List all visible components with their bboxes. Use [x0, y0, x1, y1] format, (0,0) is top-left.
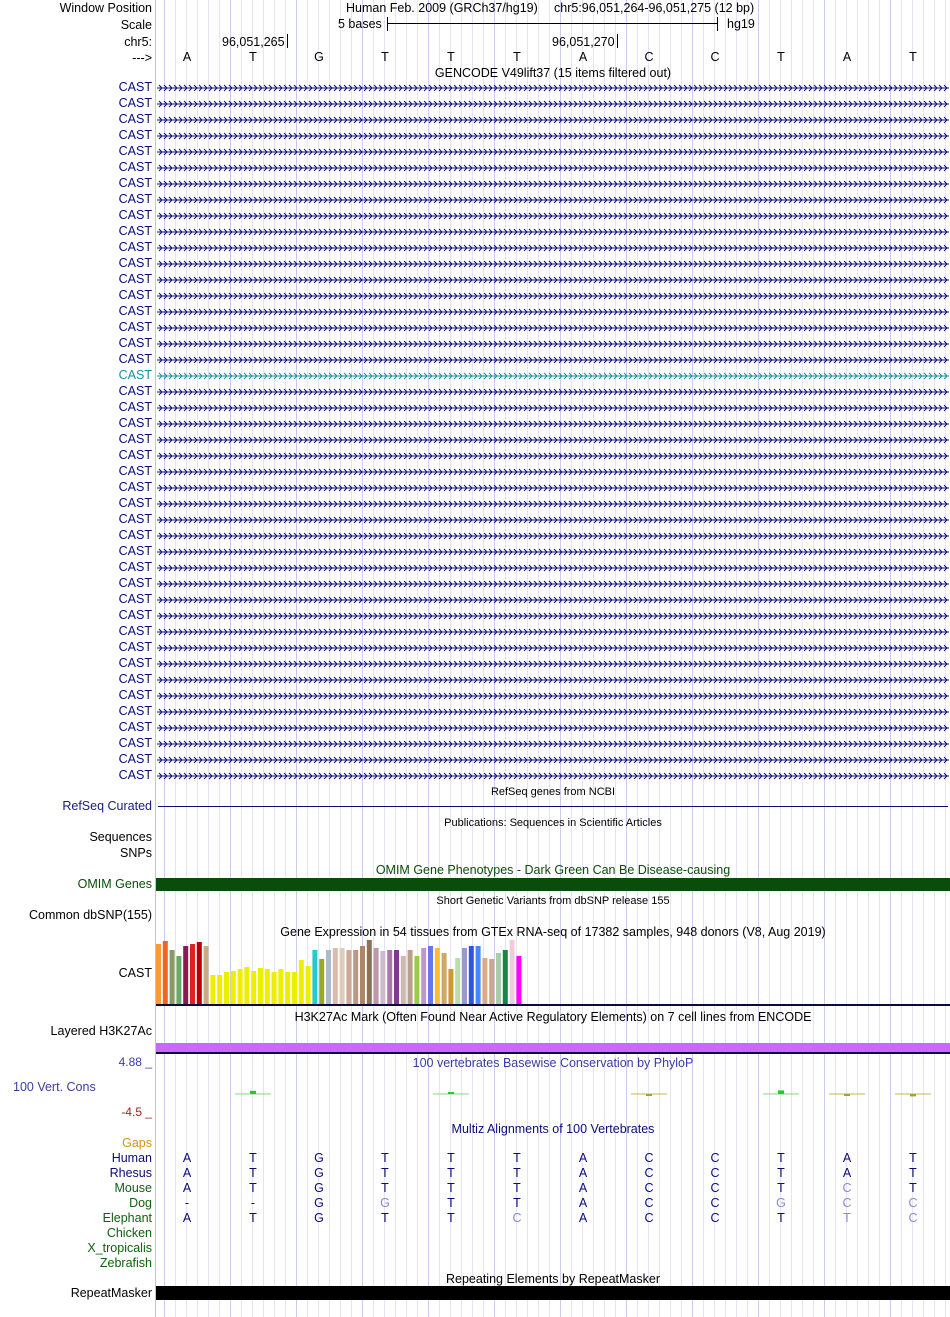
phylop-value-mark[interactable]	[778, 1090, 784, 1094]
gencode-item-label[interactable]: CAST	[118, 416, 152, 430]
gtex-track-title: Gene Expression in 54 tissues from GTEx RNA-seq of 17382 samples, 948 donors (V8, Aug 2019)	[280, 925, 826, 939]
gtex-tissue-bar[interactable]	[387, 950, 392, 1004]
tick-label-2: 96,051,270	[552, 35, 615, 49]
gencode-item-label[interactable]: CAST	[118, 512, 152, 526]
multiz-species-label[interactable]: Elephant	[102, 1211, 152, 1225]
gtex-tissue-bar[interactable]	[442, 953, 447, 1004]
gencode-item-label[interactable]: CAST	[118, 400, 152, 414]
multiz-base: G	[314, 1211, 324, 1225]
gtex-tissue-bar[interactable]	[156, 944, 161, 1004]
multiz-base: C	[842, 1196, 852, 1210]
base-letter: T	[381, 50, 389, 64]
gtex-tissue-bar[interactable]	[244, 967, 249, 1004]
gtex-tissue-bar[interactable]	[367, 940, 372, 1004]
gtex-tissue-bar[interactable]	[163, 941, 168, 1004]
repeatmasker-track-title: Repeating Elements by RepeatMasker	[445, 1272, 660, 1286]
refseq-feature-line[interactable]	[158, 806, 948, 807]
scale-text: 5 bases	[338, 17, 382, 31]
assembly-title: Human Feb. 2009 (GRCh37/hg19)	[346, 1, 538, 15]
scale-label: Scale	[120, 18, 152, 32]
multiz-base: A	[842, 1151, 852, 1165]
gencode-item-label[interactable]: CAST	[118, 656, 152, 670]
gencode-item-feature[interactable]	[157, 435, 949, 445]
gencode-item-feature[interactable]	[157, 131, 949, 141]
phylop-track-label[interactable]: 100 Vert. Cons	[13, 1080, 96, 1094]
gencode-item-label[interactable]: CAST	[118, 112, 152, 126]
gencode-item-label[interactable]: CAST	[118, 224, 152, 238]
gencode-item-label[interactable]: CAST	[118, 704, 152, 718]
multiz-base: T	[909, 1181, 917, 1195]
multiz-base: C	[512, 1211, 522, 1225]
gencode-item-feature[interactable]	[157, 83, 949, 93]
chrom-label: chr5:	[124, 35, 152, 49]
gencode-item-label[interactable]: CAST	[118, 672, 152, 686]
gencode-item-feature[interactable]	[157, 323, 949, 333]
gtex-tissue-bar[interactable]	[197, 942, 202, 1004]
multiz-base: A	[182, 1211, 192, 1225]
gtex-track-label[interactable]: CAST	[118, 966, 152, 980]
gencode-item-label[interactable]: CAST	[118, 96, 152, 110]
gencode-item-feature[interactable]	[157, 275, 949, 285]
gencode-item-feature[interactable]	[157, 355, 949, 365]
multiz-base: A	[182, 1181, 192, 1195]
gtex-tissue-bar[interactable]	[503, 950, 508, 1004]
multiz-base: C	[644, 1211, 654, 1225]
gtex-tissue-bar[interactable]	[326, 950, 331, 1004]
multiz-base: T	[777, 1181, 785, 1195]
multiz-species-label[interactable]: Human	[111, 1151, 152, 1165]
gencode-item-feature[interactable]	[157, 675, 949, 685]
gencode-item-feature[interactable]	[157, 627, 949, 637]
gencode-item-label[interactable]: CAST	[118, 768, 152, 782]
gencode-item-label[interactable]: CAST	[118, 448, 152, 462]
snps-track-label[interactable]: SNPs	[120, 846, 152, 860]
base-letter: A	[842, 50, 852, 64]
multiz-base: T	[447, 1211, 455, 1225]
gtex-tissue-bar[interactable]	[292, 972, 297, 1004]
repeatmasker-track-label[interactable]: RepeatMasker	[70, 1286, 152, 1300]
gtex-tissue-bar[interactable]	[176, 956, 181, 1004]
gtex-tissue-bar[interactable]	[278, 969, 283, 1004]
gencode-item-feature[interactable]	[157, 403, 949, 413]
multiz-base: T	[249, 1166, 257, 1180]
gencode-item-label[interactable]: CAST	[118, 752, 152, 766]
multiz-base: C	[710, 1211, 720, 1225]
multiz-track-title: Multiz Alignments of 100 Vertebrates	[451, 1122, 655, 1136]
gencode-item-label[interactable]: CAST	[118, 256, 152, 270]
gencode-item-label[interactable]: CAST	[118, 528, 152, 542]
dbsnp-track-title: Short Genetic Variants from dbSNP release 155	[436, 895, 670, 907]
multiz-base: T	[777, 1166, 785, 1180]
multiz-base: T	[381, 1181, 389, 1195]
gtex-tissue-bar[interactable]	[510, 940, 515, 1004]
scale-bar-left-tick	[387, 17, 388, 31]
gtex-tissue-bar[interactable]	[306, 966, 311, 1004]
gtex-tissue-bar[interactable]	[210, 975, 215, 1004]
multiz-base: C	[644, 1181, 654, 1195]
gtex-tissue-bar[interactable]	[380, 951, 385, 1004]
gencode-item-feature[interactable]	[157, 611, 949, 621]
gtex-tissue-bar[interactable]	[340, 948, 345, 1004]
multiz-base: T	[447, 1196, 455, 1210]
base-letter: T	[513, 50, 521, 64]
gtex-tissue-bar[interactable]	[170, 950, 175, 1004]
phylop-value-mark[interactable]	[448, 1092, 454, 1094]
multiz-base: A	[182, 1151, 192, 1165]
gtex-tissue-bar[interactable]	[231, 971, 236, 1004]
gtex-tissue-bar[interactable]	[251, 971, 256, 1004]
gtex-tissue-bar[interactable]	[272, 972, 277, 1004]
base-letter: A	[578, 50, 588, 64]
gencode-item-label[interactable]: CAST	[118, 576, 152, 590]
h3k27ac-track-title: H3K27Ac Mark (Often Found Near Active Regulatory Elements) on 7 cell lines from ENCODE	[294, 1010, 812, 1024]
gencode-item-label[interactable]: CAST	[118, 736, 152, 750]
h3k27ac-signal-bar[interactable]	[156, 1043, 950, 1052]
gencode-item-feature[interactable]	[157, 483, 949, 493]
gencode-item-feature[interactable]	[157, 99, 949, 109]
multiz-base: C	[908, 1196, 918, 1210]
h3k27ac-track-label[interactable]: Layered H3K27Ac	[50, 1024, 152, 1038]
refseq-track-title: RefSeq genes from NCBI	[490, 786, 616, 798]
multiz-base: A	[578, 1211, 588, 1225]
gtex-tissue-bar[interactable]	[462, 948, 467, 1004]
multiz-base: T	[447, 1151, 455, 1165]
window-position-label: Window Position	[59, 1, 152, 15]
position-readout: chr5:96,051,264-96,051,275 (12 bp)	[554, 1, 755, 15]
gtex-tissue-bar[interactable]	[299, 960, 304, 1004]
base-letter: C	[644, 50, 654, 64]
scale-bar	[387, 23, 717, 24]
gencode-item-label[interactable]: CAST	[118, 192, 152, 206]
gencode-item-feature[interactable]	[157, 227, 949, 237]
gencode-item-feature[interactable]	[157, 291, 949, 301]
gtex-tissue-bar[interactable]	[496, 953, 501, 1004]
gtex-tissue-bar[interactable]	[360, 946, 365, 1004]
gtex-tissue-bar[interactable]	[408, 950, 413, 1004]
multiz-base: A	[842, 1166, 852, 1180]
gtex-tissue-bar[interactable]	[258, 968, 263, 1004]
gtex-tissue-bar[interactable]	[394, 950, 399, 1004]
multiz-base: A	[578, 1166, 588, 1180]
gencode-item-label[interactable]: CAST	[118, 80, 152, 94]
gencode-item-feature[interactable]	[157, 659, 949, 669]
gtex-tissue-bar[interactable]	[346, 950, 351, 1004]
multiz-species-label[interactable]: X_tropicalis	[87, 1241, 152, 1255]
multiz-base: T	[381, 1211, 389, 1225]
gencode-item-label[interactable]: CAST	[118, 624, 152, 638]
gtex-tissue-bar[interactable]	[183, 946, 188, 1004]
base-letter: A	[182, 50, 192, 64]
multiz-base: T	[843, 1211, 851, 1225]
multiz-base: T	[447, 1166, 455, 1180]
phylop-value-mark[interactable]	[646, 1094, 652, 1096]
gencode-item-label[interactable]: CAST	[118, 368, 152, 382]
gtex-tissue-bar[interactable]	[190, 944, 195, 1004]
gtex-tissue-bar[interactable]	[476, 946, 481, 1004]
phylop-signal[interactable]	[156, 1060, 950, 1116]
multiz-base: T	[381, 1151, 389, 1165]
multiz-base: G	[314, 1196, 324, 1210]
dbsnp-track-label[interactable]: Common dbSNP(155)	[29, 908, 152, 922]
gtex-tissue-bar[interactable]	[238, 969, 243, 1004]
gencode-item-label[interactable]: CAST	[118, 464, 152, 478]
gencode-item-label[interactable]: CAST	[118, 544, 152, 558]
gencode-item-label[interactable]: CAST	[118, 288, 152, 302]
gencode-item-feature[interactable]	[157, 147, 949, 157]
gencode-item-feature[interactable]	[157, 707, 949, 717]
multiz-base: C	[842, 1181, 852, 1195]
base-letter: G	[314, 50, 324, 64]
gencode-item-feature[interactable]	[157, 739, 949, 749]
phylop-min-label: -4.5 _	[121, 1105, 152, 1119]
multiz-base: A	[182, 1166, 192, 1180]
gencode-item-feature[interactable]	[157, 419, 949, 429]
multiz-gaps-label: Gaps	[122, 1136, 152, 1150]
multiz-base: T	[777, 1211, 785, 1225]
gtex-baseline	[156, 1004, 950, 1006]
multiz-base: -	[250, 1196, 256, 1210]
omim-track-title: OMIM Gene Phenotypes - Dark Green Can Be Disease-causing	[375, 863, 731, 877]
gtex-tissue-bar[interactable]	[435, 948, 440, 1004]
gencode-item-feature[interactable]	[157, 547, 949, 557]
tick-mark-2	[617, 34, 618, 48]
gencode-item-feature[interactable]	[157, 451, 949, 461]
gencode-item-feature[interactable]	[157, 371, 949, 381]
gencode-item-label[interactable]: CAST	[118, 432, 152, 446]
gencode-item-label[interactable]: CAST	[118, 608, 152, 622]
multiz-base: T	[513, 1196, 521, 1210]
multiz-base: T	[249, 1181, 257, 1195]
phylop-value-mark[interactable]	[910, 1094, 916, 1096]
data-area-border	[155, 0, 156, 1317]
base-letter: T	[909, 50, 917, 64]
phylop-max-label: 4.88 _	[118, 1055, 152, 1069]
gencode-item-label[interactable]: CAST	[118, 320, 152, 334]
omim-track-label[interactable]: OMIM Genes	[77, 877, 152, 891]
gtex-tissue-bar[interactable]	[353, 950, 358, 1004]
gencode-item-label[interactable]: CAST	[118, 304, 152, 318]
gtex-tissue-bar[interactable]	[333, 948, 338, 1004]
omim-feature-bar[interactable]	[156, 878, 950, 891]
gencode-item-feature[interactable]	[157, 243, 949, 253]
gtex-tissue-bar[interactable]	[469, 946, 474, 1004]
base-letter: C	[710, 50, 720, 64]
multiz-base: C	[908, 1211, 918, 1225]
gtex-tissue-bar[interactable]	[482, 958, 487, 1004]
multiz-base: T	[909, 1151, 917, 1165]
multiz-base: T	[513, 1181, 521, 1195]
phylop-track-title: 100 vertebrates Basewise Conservation by PhyloP	[412, 1056, 694, 1070]
gtex-tissue-bar[interactable]	[401, 956, 406, 1004]
gencode-item-label[interactable]: CAST	[118, 480, 152, 494]
multiz-base: G	[314, 1151, 324, 1165]
scale-bar-right-tick	[717, 17, 718, 31]
multiz-base: C	[710, 1166, 720, 1180]
multiz-base: T	[381, 1166, 389, 1180]
gtex-tissue-bar[interactable]	[455, 958, 460, 1004]
multiz-base: G	[314, 1181, 324, 1195]
gencode-item-feature[interactable]	[157, 595, 949, 605]
multiz-species-label[interactable]: Chicken	[106, 1226, 152, 1240]
multiz-base: C	[644, 1166, 654, 1180]
gencode-item-label[interactable]: CAST	[118, 640, 152, 654]
multiz-species-label[interactable]: Dog	[129, 1196, 152, 1210]
gencode-item-feature[interactable]	[157, 499, 949, 509]
gencode-item-feature[interactable]	[157, 163, 949, 173]
multiz-base: T	[777, 1151, 785, 1165]
gencode-item-feature[interactable]	[157, 195, 949, 205]
gencode-item-feature[interactable]	[157, 179, 949, 189]
gencode-item-label[interactable]: CAST	[118, 160, 152, 174]
gencode-item-feature[interactable]	[157, 531, 949, 541]
gencode-item-feature[interactable]	[157, 691, 949, 701]
gencode-item-feature[interactable]	[157, 211, 949, 221]
multiz-base: T	[447, 1181, 455, 1195]
gencode-item-feature[interactable]	[157, 387, 949, 397]
multiz-base: C	[644, 1196, 654, 1210]
gencode-item-feature[interactable]	[157, 723, 949, 733]
gtex-tissue-bar[interactable]	[421, 948, 426, 1004]
gencode-item-label[interactable]: CAST	[118, 560, 152, 574]
multiz-base: C	[710, 1196, 720, 1210]
gencode-track-title: GENCODE V49lift37 (15 items filtered out)	[434, 66, 672, 80]
multiz-base: G	[380, 1196, 390, 1210]
gtex-tissue-bar[interactable]	[489, 959, 494, 1004]
phylop-value-mark[interactable]	[250, 1091, 256, 1094]
gencode-item-label[interactable]: CAST	[118, 144, 152, 158]
gtex-tissue-bar[interactable]	[285, 972, 290, 1004]
gencode-item-label[interactable]: CAST	[118, 496, 152, 510]
multiz-base: A	[578, 1181, 588, 1195]
gtex-tissue-bar[interactable]	[414, 956, 419, 1004]
multiz-base: C	[710, 1181, 720, 1195]
gtex-tissue-bar[interactable]	[428, 946, 433, 1004]
multiz-base: T	[249, 1211, 257, 1225]
multiz-base: T	[909, 1166, 917, 1180]
gencode-item-label[interactable]: CAST	[118, 240, 152, 254]
gencode-item-label[interactable]: CAST	[118, 208, 152, 222]
gtex-tissue-bar[interactable]	[204, 946, 209, 1004]
multiz-base: -	[184, 1196, 190, 1210]
gtex-tissue-bar[interactable]	[516, 956, 521, 1004]
gencode-item-feature[interactable]	[157, 467, 949, 477]
multiz-species-label[interactable]: Rhesus	[109, 1166, 152, 1180]
multiz-base: C	[644, 1151, 654, 1165]
gencode-item-label[interactable]: CAST	[118, 128, 152, 142]
gtex-tissue-bar[interactable]	[312, 950, 317, 1004]
gencode-item-feature[interactable]	[157, 259, 949, 269]
gencode-item-label[interactable]: CAST	[118, 384, 152, 398]
publications-track-title: Publications: Sequences in Scientific Articles	[444, 817, 662, 829]
gencode-item-label[interactable]: CAST	[118, 176, 152, 190]
multiz-base: T	[249, 1151, 257, 1165]
multiz-species-label[interactable]: Zebrafish	[99, 1256, 152, 1270]
base-letter: T	[777, 50, 785, 64]
gencode-item-label[interactable]: CAST	[118, 272, 152, 286]
tick-label-1: 96,051,265	[222, 35, 285, 49]
gencode-item-label[interactable]: CAST	[118, 592, 152, 606]
gencode-item-feature[interactable]	[157, 771, 949, 781]
gencode-item-label[interactable]: CAST	[118, 688, 152, 702]
tick-mark-1	[287, 34, 288, 48]
gencode-item-feature[interactable]	[157, 515, 949, 525]
multiz-base: A	[578, 1151, 588, 1165]
repeatmasker-feature-bar[interactable]	[156, 1286, 950, 1300]
gtex-tissue-bar[interactable]	[265, 969, 270, 1004]
gencode-item-feature[interactable]	[157, 579, 949, 589]
base-letter: T	[249, 50, 257, 64]
gencode-item-feature[interactable]	[157, 643, 949, 653]
publications-track-label[interactable]: Sequences	[89, 830, 152, 844]
gencode-item-feature[interactable]	[157, 563, 949, 573]
multiz-base: G	[776, 1196, 786, 1210]
gtex-tissue-bar[interactable]	[217, 975, 222, 1004]
gencode-item-feature[interactable]	[157, 339, 949, 349]
phylop-value-mark[interactable]	[844, 1094, 850, 1096]
multiz-base: G	[314, 1166, 324, 1180]
gtex-tissue-bar[interactable]	[224, 972, 229, 1004]
multiz-base: T	[513, 1151, 521, 1165]
gtex-tissue-bar[interactable]	[319, 959, 324, 1004]
gtex-tissue-bar[interactable]	[448, 969, 453, 1004]
gtex-tissue-bar[interactable]	[374, 948, 379, 1004]
gencode-item-label[interactable]: CAST	[118, 720, 152, 734]
multiz-species-label[interactable]: Mouse	[114, 1181, 152, 1195]
base-letter: T	[447, 50, 455, 64]
multiz-base: C	[710, 1151, 720, 1165]
refseq-track-label[interactable]: RefSeq Curated	[62, 799, 152, 813]
gencode-item-feature[interactable]	[157, 755, 949, 765]
multiz-base: A	[578, 1196, 588, 1210]
gencode-item-feature[interactable]	[157, 307, 949, 317]
gencode-item-label[interactable]: CAST	[118, 336, 152, 350]
multiz-base: T	[513, 1166, 521, 1180]
gtex-bar-chart[interactable]	[156, 939, 556, 1005]
scale-db: hg19	[727, 17, 755, 31]
strand-label: --->	[132, 51, 152, 65]
h3k27ac-baseline	[156, 1052, 950, 1054]
gencode-item-feature[interactable]	[157, 115, 949, 125]
gencode-item-label[interactable]: CAST	[118, 352, 152, 366]
